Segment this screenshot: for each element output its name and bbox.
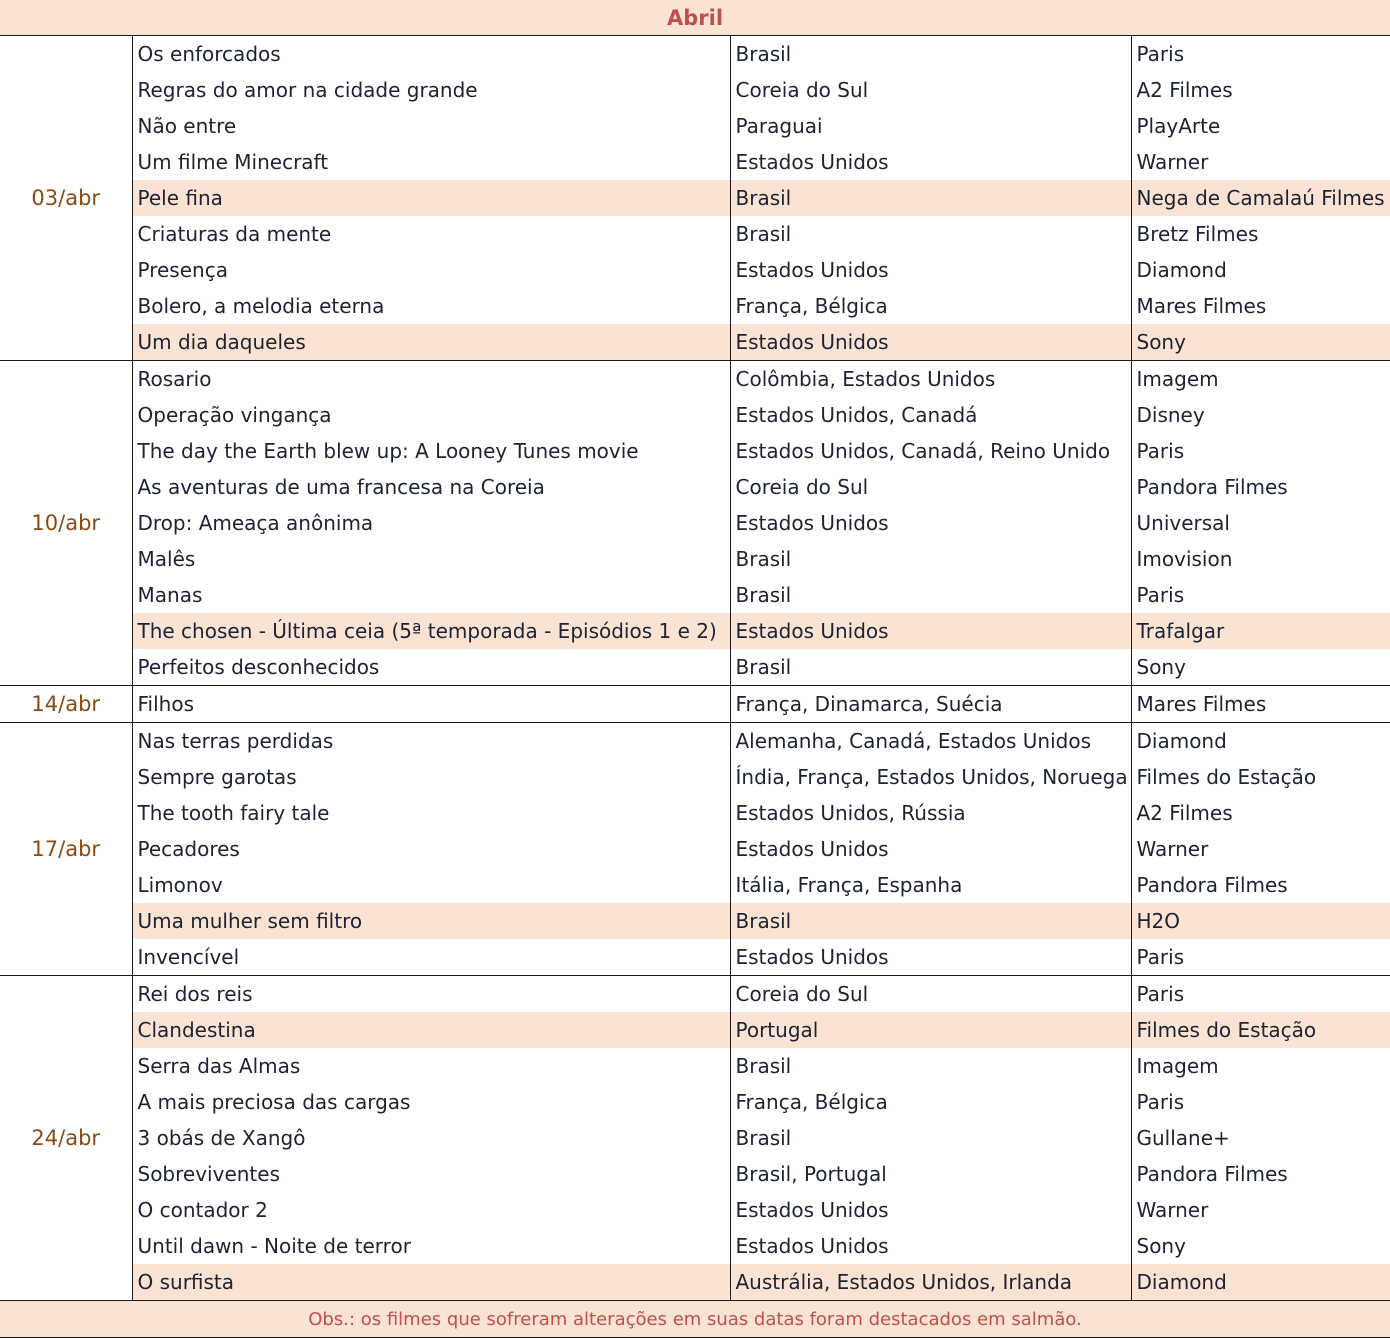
distributor: Pandora Filmes: [1136, 1162, 1288, 1186]
country: Estados Unidos: [730, 1192, 1131, 1228]
table-row: [0, 976, 1390, 1013]
film-title: Until dawn - Noite de terror: [132, 1228, 730, 1264]
table-row: [0, 1012, 1390, 1048]
release-date: 17/abr: [0, 723, 132, 976]
distributor: Imovision: [1136, 547, 1233, 571]
table-row: [0, 1192, 1390, 1228]
country: Coreia do Sul: [730, 72, 1131, 108]
table-row: [0, 1084, 1390, 1120]
table-row: [0, 831, 1390, 867]
title-row: [0, 0, 1390, 36]
note-row: [0, 1301, 1390, 1338]
country: Coreia do Sul: [730, 976, 1131, 1013]
distributor: Warner: [1136, 1198, 1209, 1222]
film-title: Presença: [132, 252, 730, 288]
country: Coreia do Sul: [730, 469, 1131, 505]
country: Itália, França, Espanha: [730, 867, 1131, 903]
table-row: [0, 252, 1390, 288]
distributor: Paris: [1136, 1090, 1185, 1114]
distributor: Warner: [1136, 150, 1209, 174]
table-row: [0, 433, 1390, 469]
distributor: Paris: [1136, 439, 1185, 463]
country: Estados Unidos: [730, 505, 1131, 541]
table-row: [0, 1264, 1390, 1301]
country: Índia, França, Estados Unidos, Noruega: [730, 759, 1131, 795]
table-row: [0, 72, 1390, 108]
film-title: Sobreviventes: [132, 1156, 730, 1192]
distributor: Pandora Filmes: [1136, 475, 1288, 499]
distributor: Paris: [1136, 42, 1185, 66]
country: França, Bélgica: [730, 288, 1131, 324]
table-row: [0, 723, 1390, 760]
distributor: A2 Filmes: [1136, 78, 1233, 102]
film-title: 3 obás de Xangô: [132, 1120, 730, 1156]
table-row: [0, 288, 1390, 324]
distributor: Paris: [1136, 583, 1185, 607]
table-row: [0, 144, 1390, 180]
country: Brasil: [730, 649, 1131, 686]
country: Brasil: [730, 577, 1131, 613]
table-row: [0, 867, 1390, 903]
table-row: [0, 505, 1390, 541]
film-title: Manas: [132, 577, 730, 613]
table-row: [0, 795, 1390, 831]
distributor: Imagem: [1136, 1054, 1219, 1078]
film-title: The chosen - Última ceia (5ª temporada - Episódios 1 e 2): [132, 613, 730, 649]
film-title: Rosario: [132, 361, 730, 398]
film-title: Clandestina: [132, 1012, 730, 1048]
table-row: [0, 1048, 1390, 1084]
country: Estados Unidos: [730, 613, 1131, 649]
distributor: Mares Filmes: [1131, 686, 1390, 723]
country: Estados Unidos: [730, 1228, 1131, 1264]
distributor: Mares Filmes: [1136, 294, 1267, 318]
film-title: Pecadores: [132, 831, 730, 867]
distributor: Diamond: [1136, 729, 1227, 753]
country: Brasil: [730, 180, 1131, 216]
country: Estados Unidos: [730, 324, 1131, 361]
country: Brasil: [730, 36, 1131, 73]
release-date: 03/abr: [0, 36, 132, 361]
distributor: Diamond: [1136, 258, 1227, 282]
film-title: Um dia daqueles: [132, 324, 730, 361]
month-title: Abril: [0, 0, 1390, 36]
country: Brasil: [730, 541, 1131, 577]
film-title: Sempre garotas: [132, 759, 730, 795]
footnote: Obs.: os filmes que sofreram alterações em suas datas foram destacados em salmão.: [0, 1301, 1390, 1338]
country: Portugal: [730, 1012, 1131, 1048]
film-title: As aventuras de uma francesa na Coreia: [132, 469, 730, 505]
country: Austrália, Estados Unidos, Irlanda: [730, 1264, 1131, 1301]
film-title: Serra das Almas: [132, 1048, 730, 1084]
distributor: A2 Filmes: [1136, 801, 1233, 825]
table-row: [0, 649, 1390, 686]
film-title: O surfista: [132, 1264, 730, 1301]
film-title: Um filme Minecraft: [132, 144, 730, 180]
film-title: Criaturas da mente: [132, 216, 730, 252]
film-title: Perfeitos desconhecidos: [132, 649, 730, 686]
film-title: Nas terras perdidas: [132, 723, 730, 760]
country: França, Bélgica: [730, 1084, 1131, 1120]
table-row: [0, 180, 1390, 216]
distributor: H2O: [1131, 903, 1390, 939]
distributor: PlayArte: [1136, 114, 1221, 138]
country: Estados Unidos: [730, 939, 1131, 976]
table-row: [0, 759, 1390, 795]
country: Estados Unidos, Rússia: [730, 795, 1131, 831]
table-row: [0, 577, 1390, 613]
film-title: Os enforcados: [132, 36, 730, 73]
table-row: [0, 903, 1390, 939]
distributor: Diamond: [1131, 1264, 1390, 1301]
table-row: [0, 324, 1390, 361]
distributor: Filmes do Estação: [1136, 765, 1317, 789]
table-row: [0, 1228, 1390, 1264]
table-row: [0, 397, 1390, 433]
table-row: [0, 541, 1390, 577]
country: França, Dinamarca, Suécia: [730, 686, 1131, 723]
distributor: Filmes do Estação: [1131, 1012, 1390, 1048]
country: Brasil: [730, 903, 1131, 939]
table-row: [0, 216, 1390, 252]
country: Alemanha, Canadá, Estados Unidos: [730, 723, 1131, 760]
table-row: [0, 1156, 1390, 1192]
film-title: The day the Earth blew up: A Looney Tunes movie: [132, 433, 730, 469]
distributor: Disney: [1136, 403, 1205, 427]
distributor: Nega de Camalaú Filmes: [1131, 180, 1390, 216]
film-title: Uma mulher sem filtro: [132, 903, 730, 939]
distributor: Trafalgar: [1131, 613, 1390, 649]
table-row: [0, 469, 1390, 505]
film-title: Operação vingança: [132, 397, 730, 433]
film-title: Não entre: [132, 108, 730, 144]
country: Brasil: [730, 1120, 1131, 1156]
distributor: Paris: [1136, 982, 1185, 1006]
country: Estados Unidos, Canadá, Reino Unido: [730, 433, 1131, 469]
distributor: Sony: [1131, 649, 1390, 686]
film-title: The tooth fairy tale: [132, 795, 730, 831]
country: Paraguai: [730, 108, 1131, 144]
country: Colômbia, Estados Unidos: [730, 361, 1131, 398]
country: Estados Unidos: [730, 252, 1131, 288]
country: Estados Unidos: [730, 144, 1131, 180]
release-date: 10/abr: [0, 361, 132, 686]
table-row: [0, 361, 1390, 398]
release-date: 14/abr: [0, 686, 132, 723]
film-title: O contador 2: [132, 1192, 730, 1228]
country: Brasil, Portugal: [730, 1156, 1131, 1192]
table-row: [0, 36, 1390, 73]
table-row: [0, 108, 1390, 144]
film-title: Limonov: [132, 867, 730, 903]
table-row: [0, 686, 1390, 723]
film-title: Regras do amor na cidade grande: [132, 72, 730, 108]
country: Brasil: [730, 1048, 1131, 1084]
country: Brasil: [730, 216, 1131, 252]
film-title: Invencível: [132, 939, 730, 976]
distributor: Paris: [1131, 939, 1390, 976]
release-date: 24/abr: [0, 976, 132, 1301]
film-title: A mais preciosa das cargas: [132, 1084, 730, 1120]
film-title: Pele fina: [132, 180, 730, 216]
distributor: Warner: [1136, 837, 1209, 861]
country: Estados Unidos, Canadá: [730, 397, 1131, 433]
film-title: Filhos: [132, 686, 730, 723]
distributor: Universal: [1136, 511, 1230, 535]
table-row: [0, 1120, 1390, 1156]
film-title: Bolero, a melodia eterna: [132, 288, 730, 324]
country: Estados Unidos: [730, 831, 1131, 867]
distributor: Bretz Filmes: [1136, 222, 1259, 246]
distributor: Pandora Filmes: [1136, 873, 1288, 897]
film-title: Malês: [132, 541, 730, 577]
distributor: Sony: [1131, 324, 1390, 361]
film-title: Rei dos reis: [132, 976, 730, 1013]
table-row: [0, 613, 1390, 649]
distributor: Sony: [1136, 1234, 1186, 1258]
distributor: Imagem: [1136, 367, 1219, 391]
table-row: [0, 939, 1390, 976]
film-title: Drop: Ameaça anônima: [132, 505, 730, 541]
distributor: Gullane+: [1136, 1126, 1230, 1150]
